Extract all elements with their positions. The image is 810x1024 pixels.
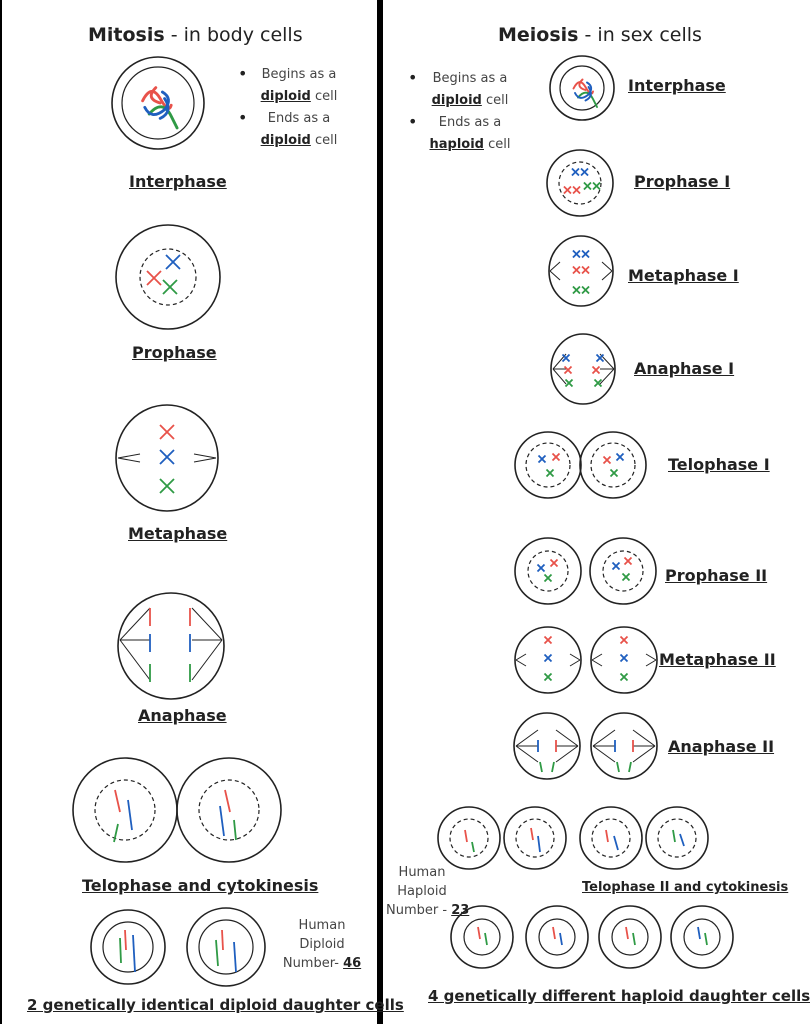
label-metaphase: Metaphase (128, 524, 228, 543)
chromosome (623, 574, 630, 581)
chromosome (539, 456, 546, 463)
label-telophase-i: Telophase I (668, 455, 770, 474)
chromosome (147, 271, 161, 285)
mitosis-ends-note: Ends as a diploid cell (260, 111, 338, 148)
chromosome (545, 637, 552, 644)
chromatid (531, 828, 533, 840)
cell-membrane (438, 807, 500, 869)
chromatid (216, 940, 218, 966)
cell-membrane (599, 906, 661, 968)
spindle-fiber (593, 730, 615, 746)
chromatid (633, 933, 635, 945)
chromatid (220, 806, 224, 836)
cell-membrane (646, 807, 708, 869)
chromatid (560, 933, 562, 945)
chromatid (698, 927, 700, 939)
chromatid (222, 930, 223, 950)
mitosis-begins-note: Begins as a diploid cell (260, 67, 338, 104)
nuclear-membrane-dashed (603, 551, 643, 591)
mitosis-footer: 2 genetically identical diploid daughter cells (27, 996, 404, 1014)
spindle-fiber (118, 454, 140, 458)
label-prophase-ii: Prophase II (665, 566, 768, 585)
chromatid (478, 927, 480, 939)
cell-membrane (580, 432, 646, 498)
chromosome (621, 655, 628, 662)
spindle-fiber (646, 660, 656, 666)
nucleus (199, 920, 253, 974)
cell-membrane (549, 236, 613, 306)
chromosome (582, 251, 589, 258)
spindle-fiber (192, 608, 222, 640)
chromatid (626, 927, 628, 939)
spindle-fiber (592, 660, 602, 666)
spindle-fiber (602, 271, 612, 280)
bullet: • (408, 112, 418, 131)
chromosome (582, 267, 589, 274)
chromatid (617, 762, 619, 772)
label-metaphase-i: Metaphase I (628, 266, 739, 285)
chromosome (597, 355, 604, 362)
chromatid (485, 933, 487, 945)
bullet: • (408, 68, 418, 87)
nucleus (684, 919, 720, 955)
spindle-fiber (550, 271, 560, 280)
cell-membrane (515, 538, 581, 604)
chromosome (160, 479, 174, 493)
nuclear-membrane-dashed (526, 443, 570, 487)
chromatid (680, 834, 684, 846)
chromosome (538, 565, 545, 572)
nuclear-membrane-dashed (95, 780, 155, 840)
label-anaphase: Anaphase (138, 706, 227, 725)
spindle-fiber (194, 458, 216, 462)
cell-membrane (73, 758, 177, 862)
chromosome (604, 457, 611, 464)
spindle-fiber (516, 746, 538, 762)
spindle-fiber (553, 369, 566, 384)
chromosome (553, 454, 560, 461)
chromosome (565, 367, 572, 374)
chromosome (160, 425, 174, 439)
bullet: • (238, 108, 248, 127)
cell-membrane (547, 150, 613, 216)
spindle-fiber (516, 730, 538, 746)
chromosome (613, 563, 620, 570)
label-telophase-ii: Telophase II and cytokinesis (582, 880, 789, 895)
label-anaphase-ii: Anaphase II (668, 737, 775, 756)
spindle-fiber (194, 454, 216, 458)
meiosis-footer: 4 genetically different haploid daughter cells (428, 987, 810, 1005)
chromatid (673, 830, 675, 842)
nuclear-membrane-dashed (450, 819, 488, 857)
cell-membrane (515, 432, 581, 498)
spindle-fiber (550, 262, 560, 271)
spindle-fiber (516, 660, 526, 666)
chromosome (572, 169, 579, 176)
spindle-fiber (570, 660, 580, 666)
spindle-fiber (600, 369, 614, 384)
cell-membrane (504, 807, 566, 869)
nuclear-membrane-dashed (658, 819, 696, 857)
chromatid (552, 762, 554, 772)
chromosome (621, 637, 628, 644)
chromosome (582, 287, 589, 294)
chromosome (611, 470, 618, 477)
chromosome (593, 367, 600, 374)
chromatid (234, 820, 236, 840)
spindle-fiber (516, 654, 526, 660)
meiosis-title: Meiosis - in sex cells (498, 24, 702, 46)
spindle-fiber (120, 608, 150, 640)
spindle-fiber (118, 458, 140, 462)
chromosome (581, 169, 588, 176)
chromatid (115, 790, 120, 812)
cell-membrane (526, 906, 588, 968)
spindle-fiber (570, 654, 580, 660)
spindle-fiber (633, 730, 655, 746)
nuclear-membrane-dashed (516, 819, 554, 857)
chromatid (614, 836, 618, 850)
label-anaphase-i: Anaphase I (634, 359, 735, 378)
cell-membrane (515, 627, 581, 693)
nucleus (612, 919, 648, 955)
label-interphase-meiosis: Interphase (628, 76, 726, 95)
label-prophase-i: Prophase I (634, 172, 731, 191)
spindle-fiber (633, 746, 655, 762)
chromosome (625, 558, 632, 565)
cell-membrane (591, 627, 657, 693)
nucleus (103, 922, 153, 972)
chromosome (563, 355, 570, 362)
chromosome (566, 380, 573, 387)
spindle-fiber (556, 730, 578, 746)
cell-membrane (671, 906, 733, 968)
chromosome (564, 187, 571, 194)
cell-membrane (118, 593, 224, 699)
meiosis-ends-note: Ends as a haploid cell (429, 115, 511, 152)
chromatid (114, 824, 118, 842)
nucleus (464, 919, 500, 955)
chromosome (621, 674, 628, 681)
chromosome (617, 454, 624, 461)
label-metaphase-ii: Metaphase II (659, 650, 776, 669)
spindle-fiber (592, 654, 602, 660)
chromosome (166, 255, 180, 269)
cell-membrane (116, 225, 220, 329)
cell-membrane (580, 807, 642, 869)
chromosome (573, 251, 580, 258)
chromatid (705, 933, 707, 945)
chromatid (465, 830, 467, 842)
chromosome (573, 187, 580, 194)
chromatid (120, 938, 121, 963)
spindle-fiber (593, 746, 615, 762)
nuclear-membrane-dashed (528, 551, 568, 591)
chromatid (629, 762, 631, 772)
chromosome (593, 183, 600, 190)
chromatid (553, 927, 555, 939)
spindle-fiber (192, 640, 222, 680)
label-telophase: Telophase and cytokinesis (82, 876, 319, 895)
chromosome (545, 575, 552, 582)
chromatid (606, 830, 608, 842)
chromosome (573, 287, 580, 294)
chromatid (538, 836, 540, 852)
chromosome (545, 674, 552, 681)
chromatid (125, 930, 126, 950)
chromosome (547, 470, 554, 477)
chromosome (545, 655, 552, 662)
nuclear-membrane-dashed (592, 819, 630, 857)
spindle-fiber (556, 746, 578, 762)
cell-membrane (590, 538, 656, 604)
meiosis-begins-note: Begins as a diploid cell (431, 71, 509, 108)
spindle-fiber (120, 640, 150, 680)
chromosome (160, 450, 174, 464)
chromatid (472, 842, 474, 852)
label-prophase: Prophase (132, 343, 217, 362)
spindle-fiber (602, 262, 612, 271)
chromatid (234, 942, 236, 972)
spindle-fiber (646, 654, 656, 660)
chromosome (551, 560, 558, 567)
mitosis-title: Mitosis - in body cells (88, 24, 303, 46)
chromatid (540, 762, 542, 772)
label-interphase: Interphase (129, 172, 227, 191)
nucleus (539, 919, 575, 955)
chromatid (133, 935, 135, 972)
nuclear-membrane-dashed (591, 443, 635, 487)
chromosome (573, 267, 580, 274)
cell-membrane (91, 910, 165, 984)
chromosome (163, 280, 177, 294)
bullet: • (238, 64, 248, 83)
haploid-number: Human Haploid Number - 23 (386, 865, 470, 918)
chromosome (584, 183, 591, 190)
chromatid (128, 800, 132, 830)
diploid-number: Human Diploid Number- 46 (282, 918, 362, 971)
chromatid (225, 790, 230, 812)
